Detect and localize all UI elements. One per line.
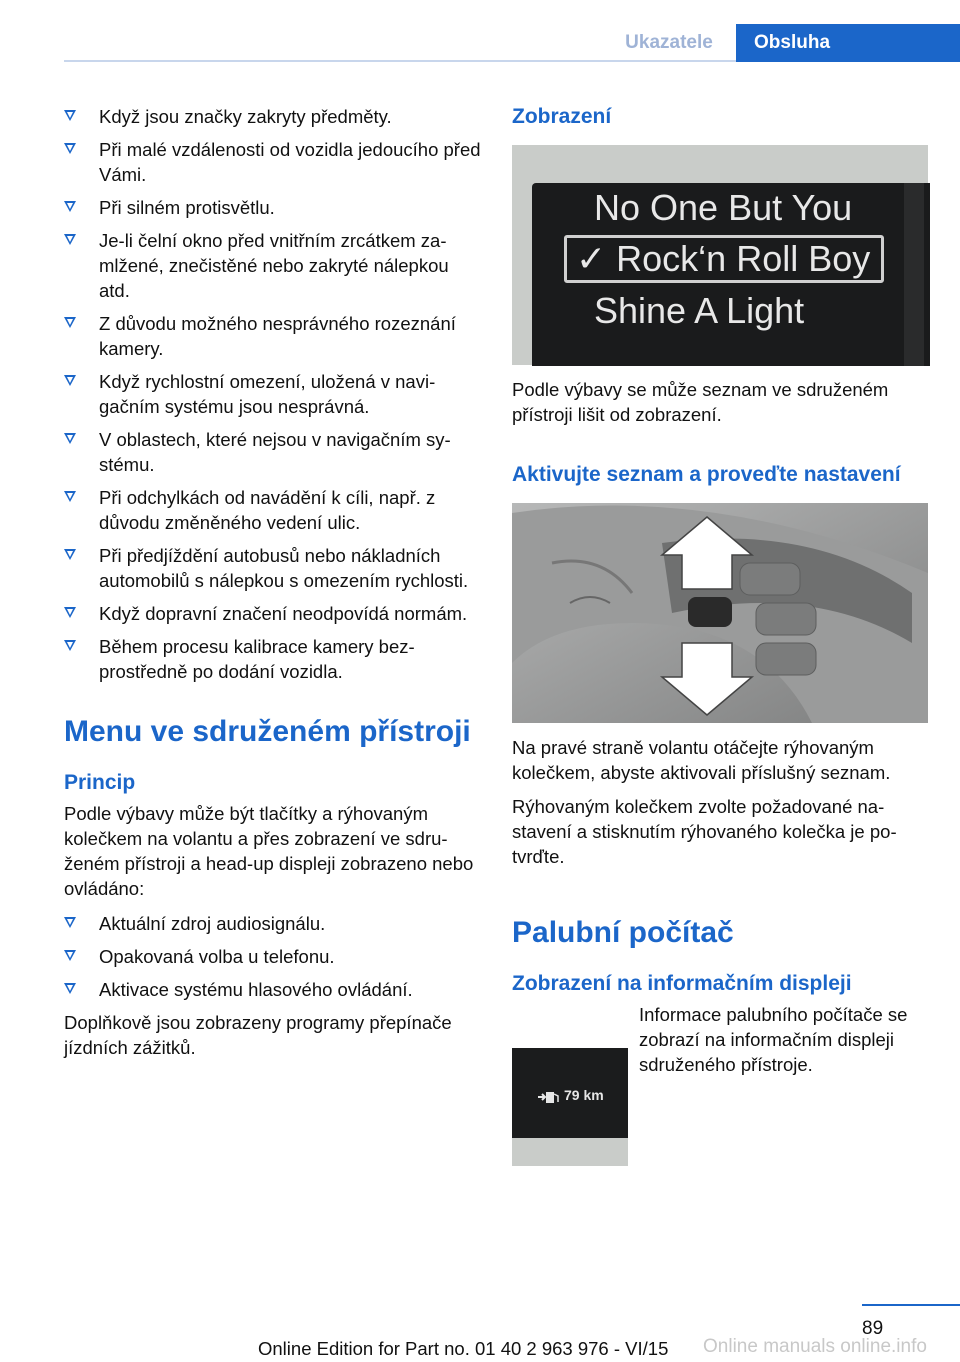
bullet-item [64, 104, 484, 129]
aktivujte-text-2: Rýhovaným kolečkem zvolte požadované nastavení a stisknutím rýhovaného kolečka je potvrďte. [512, 796, 897, 867]
princip-footer-text: Doplňkově jsou zobrazeny programy přepínače jízdních zážitků. [64, 1012, 452, 1058]
page-number: 89 [862, 1318, 884, 1339]
bullet-text: Když jsou značky zakryty předměty. [99, 106, 392, 127]
triangle-bullet-icon [64, 491, 76, 502]
princip-heading: Princip [64, 771, 136, 794]
bullet-text: Při malé vzdálenosti od vozidla jedoucího před Vámi. [99, 139, 481, 185]
bullet-item [64, 543, 484, 593]
triangle-bullet-icon [64, 607, 76, 618]
bullet-item [64, 427, 484, 477]
triangle-bullet-icon [64, 983, 76, 994]
left-column [64, 104, 484, 1060]
bullet-text: Aktivace systému hlasového ovládání. [99, 979, 413, 1000]
bullet-item [64, 944, 484, 969]
princip-text: Podle výbavy může být tlačítky a rýhovaným kolečkem na volantu a přes zobrazení ve sdruženém přístroji a head-up displeji zobrazeno nebo ovládáno: [64, 803, 474, 899]
triangle-bullet-icon [64, 143, 76, 154]
bullet-item [64, 137, 484, 187]
bullet-text: Během procesu kalibrace kamery bezprostředně po dodání vozidla. [99, 636, 415, 682]
bullet-text: Aktuální zdroj audiosignálu. [99, 913, 326, 934]
bullet-text: Při předjíždění autobusů nebo nákladních automobilů s nálepkou s omezením rychlosti. [99, 545, 469, 591]
triangle-bullet-icon [64, 234, 76, 245]
triangle-bullet-icon [64, 950, 76, 961]
palubni-heading: Palubní počítač [512, 916, 734, 949]
menu-heading: Menu ve sdruženém přístroji [64, 715, 471, 748]
triangle-bullet-icon [64, 110, 76, 121]
tab-obsluha[interactable]: Obsluha [736, 24, 960, 62]
display-line-2: ✓ Rock‘n Roll Boy [576, 238, 871, 279]
triangle-bullet-icon [64, 549, 76, 560]
bullet-list [64, 104, 484, 684]
footer-rule [862, 1304, 960, 1306]
display-screen [532, 183, 930, 366]
aktivujte-text-1: Na pravé straně volantu otáčejte rýhovaným kolečkem, abyste aktivovali příslušný seznam. [512, 737, 891, 783]
princip-bullet-list [64, 911, 484, 1002]
bullet-text: Při odchylkách od navádění k cíli, např. z důvodu změněného vedení ulic. [99, 487, 436, 533]
bullet-text: Z důvodu možného nesprávného rozeznání kamery. [99, 313, 456, 359]
tab-ukazatele[interactable]: Ukazatele [625, 32, 713, 53]
bullet-text: Když dopravní značení neodpovídá normám. [99, 603, 468, 624]
bullet-text: V oblastech, které nejsou v navigačním systému. [99, 429, 451, 475]
triangle-bullet-icon [64, 375, 76, 386]
fuel-range-icon [538, 1090, 560, 1104]
info-heading: Zobrazení na informačním displeji [512, 972, 852, 995]
watermark: Online manuals online.info [703, 1336, 927, 1357]
bullet-item [64, 485, 484, 535]
range-value: 79 km [564, 1087, 604, 1103]
scrollbar [904, 183, 924, 366]
aktivujte-heading: Aktivujte seznam a proveďte nastavení [512, 463, 901, 486]
info-display-image [512, 1048, 628, 1166]
steering-wheel-illustration [512, 503, 928, 723]
bullet-text: Opakovaná volba u telefonu. [99, 946, 335, 967]
zobrazeni-heading: Zobrazení [512, 105, 612, 128]
triangle-bullet-icon [64, 317, 76, 328]
zobrazeni-text: Podle výbavy se může seznam ve sdruženém přístroji lišit od zobrazení. [512, 379, 889, 425]
bullet-item [64, 311, 484, 361]
bullet-item [64, 195, 484, 220]
cluster-list-display-image [512, 145, 928, 365]
bullet-text: Je-li čelní okno před vnitřním zrcátkem zamlžené, znečistěné nebo zakryté nálepkou atd. [99, 230, 449, 301]
bullet-item [64, 977, 484, 1002]
triangle-bullet-icon [64, 433, 76, 444]
bullet-text: Při silném protisvětlu. [99, 197, 275, 218]
info-display-screen [512, 1048, 628, 1138]
triangle-bullet-icon [64, 201, 76, 212]
steering-wheel-image [512, 503, 928, 723]
right-column [512, 104, 932, 1077]
bullet-item [64, 601, 484, 626]
info-text: Informace palubního počítače se zobrazí na informačním displeji sdruženého přístroje. [639, 1004, 908, 1075]
triangle-bullet-icon [64, 640, 76, 651]
edition-text: Online Edition for Part no. 01 40 2 963 976 - VI/15 [258, 1338, 669, 1359]
display-line-3: Shine A Light [594, 290, 805, 331]
bullet-text: Když rychlostní omezení, uložená v navigačním systému jsou nesprávná. [99, 371, 436, 417]
bullet-item [64, 369, 484, 419]
triangle-bullet-icon [64, 917, 76, 928]
bullet-item [64, 634, 484, 684]
bullet-item [64, 911, 484, 936]
display-line-1: No One But You [594, 187, 853, 228]
bullet-item [64, 228, 484, 303]
